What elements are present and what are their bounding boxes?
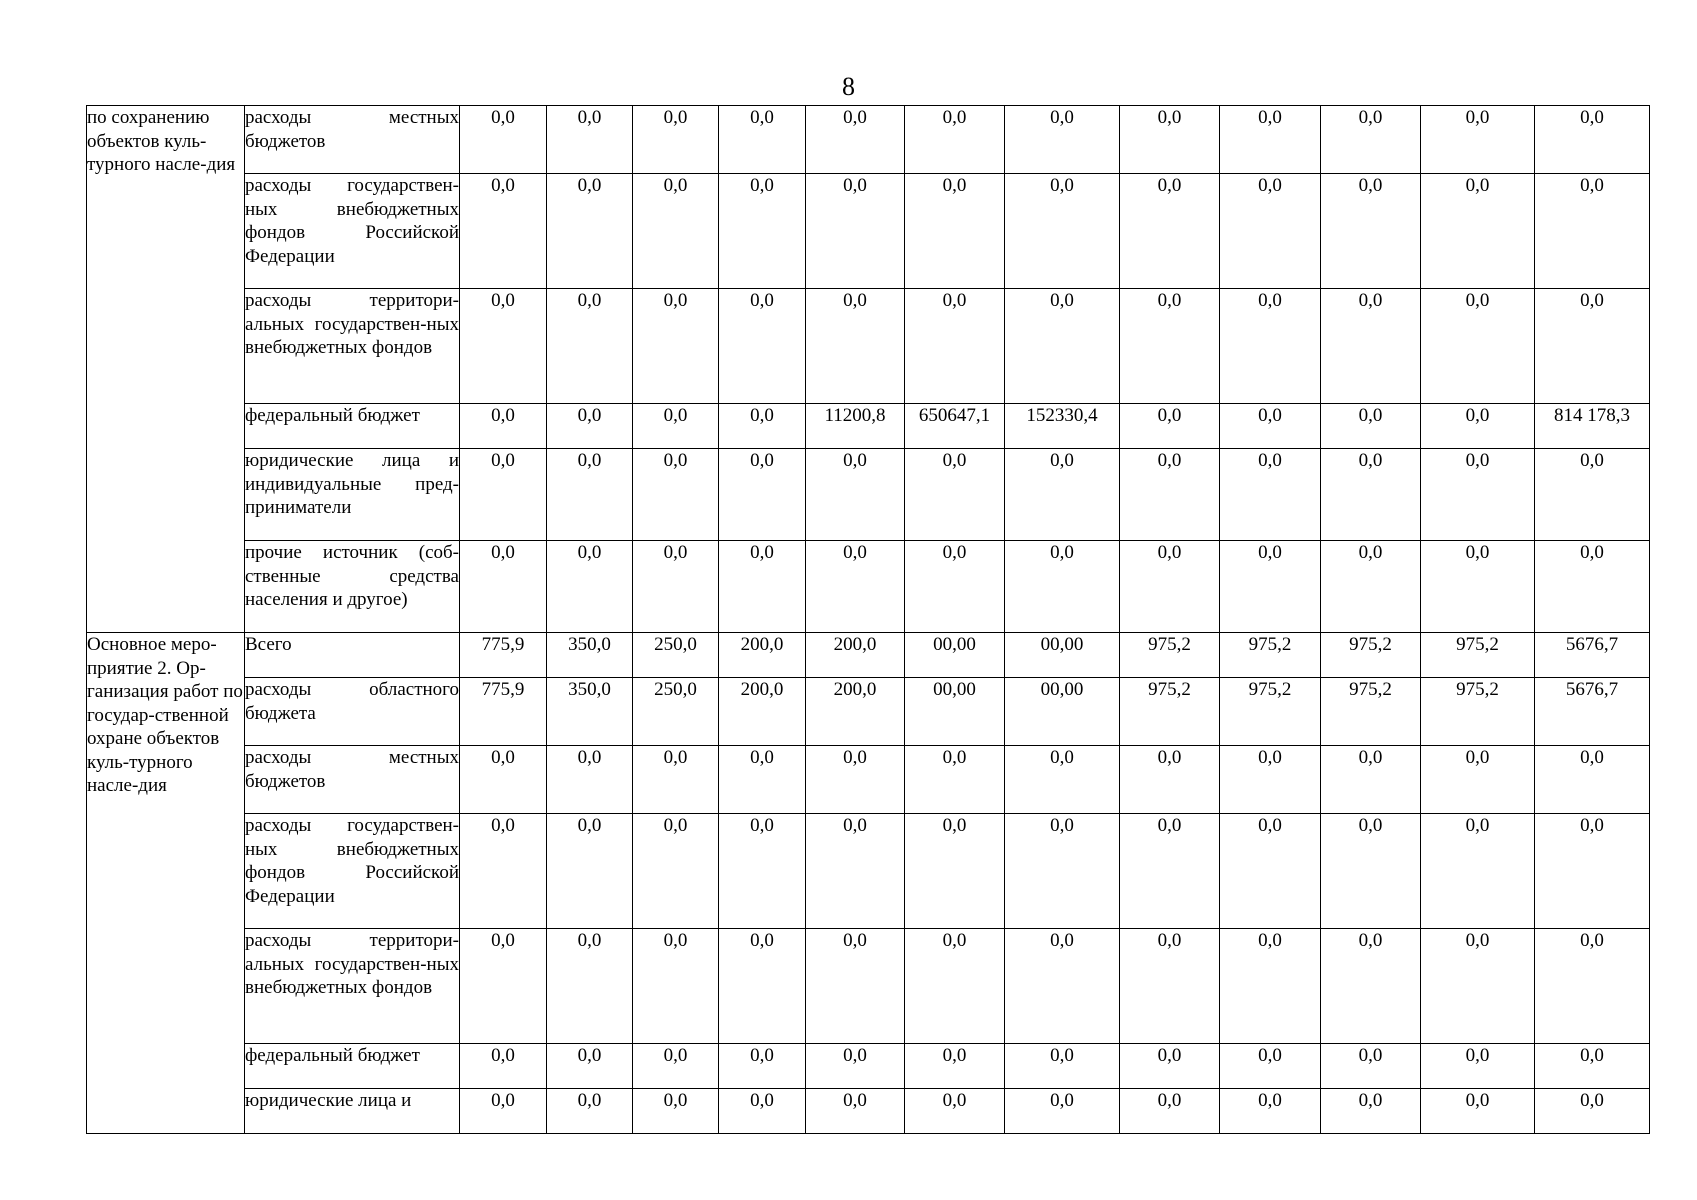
value-cell: 0,0 [1421,289,1535,404]
value-cell: 0,0 [460,404,547,449]
value-cell: 0,0 [547,174,633,289]
value-cell: 5676,7 [1535,678,1650,746]
table-row [87,106,1650,174]
value-cell: 0,0 [1321,404,1421,449]
value-cell: 975,2 [1321,678,1421,746]
value-cell: 0,0 [806,746,905,814]
value-cell: 0,0 [719,929,806,1044]
funding-source-cell: юридические лица и индивидуальные пред-приниматели [245,449,460,541]
value-cell: 0,0 [633,541,719,633]
value-cell: 0,0 [1421,449,1535,541]
value-cell: 0,0 [1535,746,1650,814]
value-cell: 0,0 [460,106,547,174]
value-cell: 0,0 [1421,174,1535,289]
value-cell: 975,2 [1421,678,1535,746]
value-cell: 975,2 [1421,633,1535,678]
value-cell: 0,0 [905,289,1005,404]
value-cell: 0,0 [806,541,905,633]
value-cell: 0,0 [806,174,905,289]
value-cell: 814 178,3 [1535,404,1650,449]
value-cell: 0,0 [905,929,1005,1044]
value-cell: 0,0 [806,106,905,174]
value-cell: 0,0 [719,1044,806,1089]
funding-source-cell: расходы территори-альных государствен-ных внебюджетных фондов [245,929,460,1044]
budget-table-body [87,106,1650,1134]
value-cell: 0,0 [1120,1044,1220,1089]
value-cell: 5676,7 [1535,633,1650,678]
value-cell: 0,0 [905,174,1005,289]
value-cell: 0,0 [1535,174,1650,289]
table-row [87,1089,1650,1134]
value-cell: 0,0 [460,174,547,289]
value-cell: 200,0 [719,678,806,746]
value-cell: 0,0 [1321,541,1421,633]
value-cell: 0,0 [460,541,547,633]
value-cell: 0,0 [1421,746,1535,814]
value-cell: 0,0 [1005,289,1120,404]
value-cell: 0,0 [719,289,806,404]
value-cell: 775,9 [460,633,547,678]
value-cell: 0,0 [1120,1089,1220,1134]
table-row [87,678,1650,746]
table-row [87,541,1650,633]
value-cell: 0,0 [633,814,719,929]
value-cell: 0,0 [547,814,633,929]
value-cell: 0,0 [719,449,806,541]
value-cell: 0,0 [1421,106,1535,174]
value-cell: 00,00 [1005,633,1120,678]
value-cell: 0,0 [1220,404,1321,449]
value-cell: 0,0 [1321,174,1421,289]
value-cell: 0,0 [547,1044,633,1089]
table-row [87,1044,1650,1089]
value-cell: 0,0 [1005,746,1120,814]
value-cell: 0,0 [460,1089,547,1134]
budget-table [86,105,1650,1134]
value-cell: 0,0 [905,1089,1005,1134]
value-cell: 00,00 [1005,678,1120,746]
table-row [87,633,1650,678]
value-cell: 11200,8 [806,404,905,449]
value-cell: 0,0 [633,174,719,289]
value-cell: 0,0 [460,929,547,1044]
value-cell: 200,0 [806,678,905,746]
value-cell: 0,0 [1220,106,1321,174]
value-cell: 0,0 [1120,404,1220,449]
value-cell: 975,2 [1120,678,1220,746]
value-cell: 0,0 [1005,541,1120,633]
value-cell: 0,0 [633,1044,719,1089]
value-cell: 0,0 [547,449,633,541]
value-cell: 0,0 [1321,449,1421,541]
value-cell: 0,0 [905,814,1005,929]
value-cell: 200,0 [719,633,806,678]
value-cell: 975,2 [1220,678,1321,746]
funding-source-cell: прочие источник (соб-ственные средства населения и другое) [245,541,460,633]
value-cell: 0,0 [1321,106,1421,174]
value-cell: 0,0 [806,289,905,404]
value-cell: 0,0 [633,746,719,814]
table-row [87,929,1650,1044]
value-cell: 0,0 [460,814,547,929]
value-cell: 0,0 [1321,1044,1421,1089]
value-cell: 0,0 [719,404,806,449]
value-cell: 152330,4 [1005,404,1120,449]
value-cell: 0,0 [1535,106,1650,174]
value-cell: 0,0 [806,814,905,929]
value-cell: 0,0 [1535,449,1650,541]
table-row [87,289,1650,404]
value-cell: 0,0 [1005,449,1120,541]
value-cell: 0,0 [1120,106,1220,174]
value-cell: 0,0 [1321,289,1421,404]
value-cell: 775,9 [460,678,547,746]
value-cell: 0,0 [1005,929,1120,1044]
table-row [87,174,1650,289]
value-cell: 0,0 [1421,929,1535,1044]
value-cell: 0,0 [460,1044,547,1089]
value-cell: 0,0 [547,289,633,404]
value-cell: 0,0 [460,449,547,541]
funding-source-cell: расходы областного бюджета [245,678,460,746]
value-cell: 0,0 [547,541,633,633]
value-cell: 350,0 [547,633,633,678]
value-cell: 250,0 [633,678,719,746]
funding-source-cell: расходы местных бюджетов [245,106,460,174]
value-cell: 0,0 [547,929,633,1044]
value-cell: 0,0 [719,174,806,289]
funding-source-cell: федеральный бюджет [245,1044,460,1089]
value-cell: 0,0 [1220,929,1321,1044]
value-cell: 0,0 [1220,449,1321,541]
value-cell: 0,0 [719,106,806,174]
value-cell: 0,0 [1421,404,1535,449]
value-cell: 0,0 [1535,814,1650,929]
value-cell: 0,0 [1005,814,1120,929]
value-cell: 0,0 [1535,541,1650,633]
funding-source-cell: Всего [245,633,460,678]
value-cell: 0,0 [1005,1044,1120,1089]
value-cell: 0,0 [1220,746,1321,814]
value-cell: 0,0 [1421,1044,1535,1089]
value-cell: 0,0 [1220,541,1321,633]
value-cell: 0,0 [633,929,719,1044]
value-cell: 0,0 [719,814,806,929]
value-cell: 0,0 [1005,1089,1120,1134]
value-cell: 0,0 [1321,1089,1421,1134]
value-cell: 0,0 [633,1089,719,1134]
value-cell: 00,00 [905,678,1005,746]
value-cell: 0,0 [633,404,719,449]
value-cell: 350,0 [547,678,633,746]
value-cell: 0,0 [547,1089,633,1134]
value-cell: 0,0 [1220,174,1321,289]
value-cell: 0,0 [1120,814,1220,929]
value-cell: 0,0 [1220,814,1321,929]
value-cell: 00,00 [905,633,1005,678]
value-cell: 0,0 [806,449,905,541]
value-cell: 0,0 [1220,289,1321,404]
value-cell: 200,0 [806,633,905,678]
table-row [87,404,1650,449]
value-cell: 0,0 [547,106,633,174]
value-cell: 0,0 [547,746,633,814]
value-cell: 0,0 [1321,746,1421,814]
value-cell: 0,0 [806,1089,905,1134]
value-cell: 0,0 [547,404,633,449]
value-cell: 250,0 [633,633,719,678]
value-cell: 0,0 [1535,929,1650,1044]
value-cell: 0,0 [1421,541,1535,633]
activity-cell: Основное меро-приятие 2. Ор-ганизация работ по государ-ственной охране объектов куль-турного насле-дия [87,633,245,1134]
value-cell: 975,2 [1321,633,1421,678]
value-cell: 0,0 [1120,746,1220,814]
value-cell: 0,0 [1321,814,1421,929]
value-cell: 0,0 [1220,1089,1321,1134]
value-cell: 0,0 [1005,174,1120,289]
value-cell: 0,0 [1005,106,1120,174]
table-row [87,814,1650,929]
value-cell: 650647,1 [905,404,1005,449]
value-cell: 0,0 [905,1044,1005,1089]
value-cell: 0,0 [806,1044,905,1089]
funding-source-cell: расходы местных бюджетов [245,746,460,814]
value-cell: 975,2 [1220,633,1321,678]
value-cell: 0,0 [1535,1044,1650,1089]
value-cell: 0,0 [1421,814,1535,929]
value-cell: 0,0 [1120,929,1220,1044]
table-row [87,449,1650,541]
table-row [87,746,1650,814]
value-cell: 0,0 [460,289,547,404]
value-cell: 0,0 [905,746,1005,814]
value-cell: 0,0 [633,449,719,541]
value-cell: 0,0 [905,449,1005,541]
value-cell: 0,0 [633,289,719,404]
value-cell: 0,0 [905,106,1005,174]
value-cell: 0,0 [1220,1044,1321,1089]
value-cell: 0,0 [806,929,905,1044]
value-cell: 0,0 [1421,1089,1535,1134]
value-cell: 975,2 [1120,633,1220,678]
value-cell: 0,0 [1321,929,1421,1044]
funding-source-cell: федеральный бюджет [245,404,460,449]
value-cell: 0,0 [719,746,806,814]
page-number: 8 [842,72,855,101]
funding-source-cell: расходы государствен-ных внебюджетных фондов Российской Федерации [245,814,460,929]
value-cell: 0,0 [905,541,1005,633]
value-cell: 0,0 [633,106,719,174]
value-cell: 0,0 [1535,1089,1650,1134]
value-cell: 0,0 [460,746,547,814]
value-cell: 0,0 [1535,289,1650,404]
funding-source-cell: расходы государствен-ных внебюджетных фондов Российской Федерации [245,174,460,289]
funding-source-cell: юридические лица и [245,1089,460,1134]
value-cell: 0,0 [1120,289,1220,404]
value-cell: 0,0 [1120,541,1220,633]
value-cell: 0,0 [719,1089,806,1134]
value-cell: 0,0 [1120,449,1220,541]
value-cell: 0,0 [1120,174,1220,289]
value-cell: 0,0 [719,541,806,633]
funding-source-cell: расходы территори-альных государствен-ных внебюджетных фондов [245,289,460,404]
activity-cell: по сохранению объектов куль-турного насле-дия [87,106,245,633]
